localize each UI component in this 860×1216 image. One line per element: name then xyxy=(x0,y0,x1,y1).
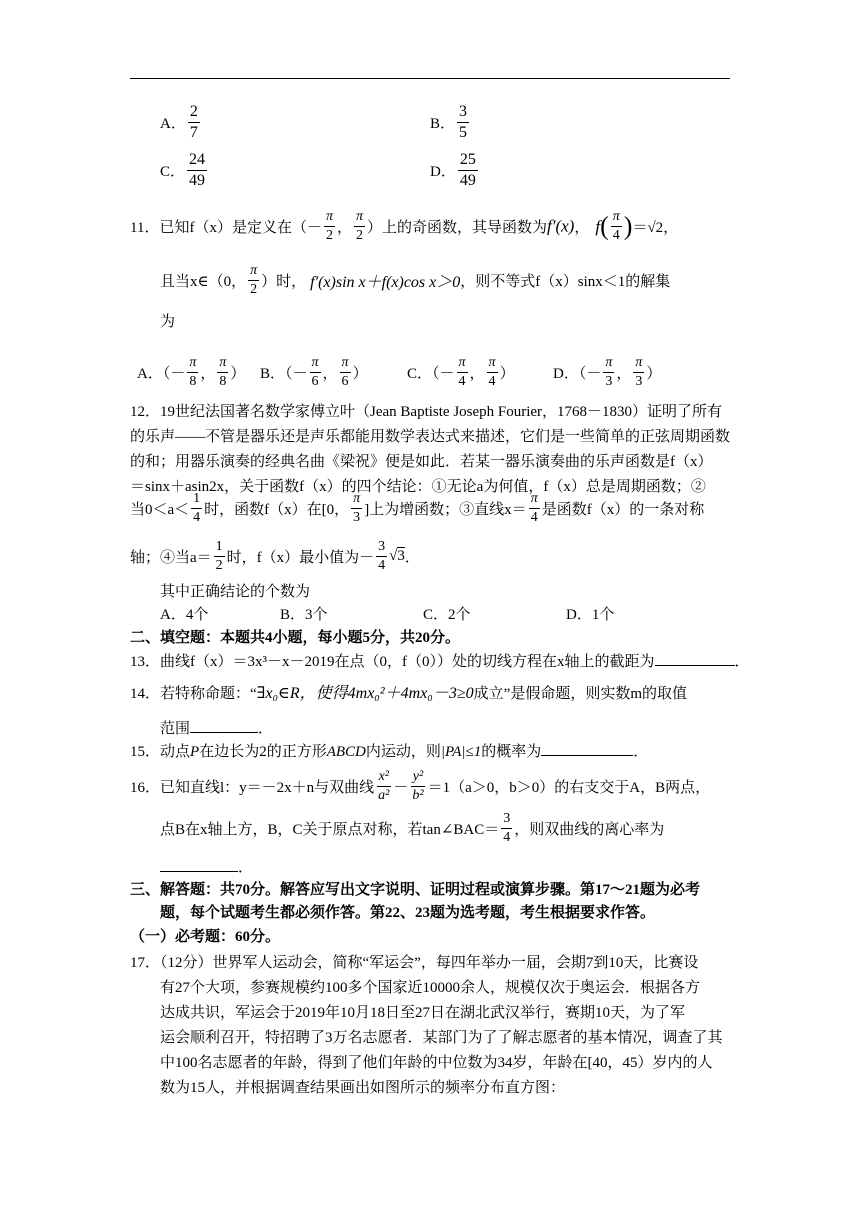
numerator: π xyxy=(603,356,614,373)
q10-option-b xyxy=(430,104,471,141)
paren-open: ( xyxy=(600,211,609,241)
paren-close: ) xyxy=(623,211,633,241)
text: ，则不等式f（x）sinx＜1的解集 xyxy=(460,274,671,290)
q12-line4: ＝sinx＋asin2x，关于函数f（x）的四个结论：①无论a为何值，f（x）总是周期函数；② xyxy=(130,479,706,495)
math-expr: f′(x)sin x＋f(x)cos x＞0 xyxy=(310,274,461,291)
denominator: 2 xyxy=(325,228,333,243)
text: ． xyxy=(238,860,254,876)
denominator: 3 xyxy=(605,374,613,389)
text: ） xyxy=(499,366,515,382)
denominator: 3 xyxy=(635,374,643,389)
math-expr: P xyxy=(190,744,200,760)
text: － xyxy=(393,780,409,796)
q12-line7: 其中正确结论的个数为 xyxy=(160,584,311,600)
text: ） xyxy=(230,366,246,382)
q17-line4: 运会顺利召开，特招聘了3万名志愿者．某部门为了了解志愿者的基本情况，调查了其 xyxy=(160,1030,723,1046)
math-expr: f xyxy=(595,216,601,236)
text: 13．曲线f（x）＝3x³－x－2019在点（0，f（0））处的切线方程在x轴上的截距为 xyxy=(130,654,655,670)
text: ＝1 xyxy=(427,780,451,796)
q12-option-d: D．1个 xyxy=(566,607,615,623)
denominator: 2 xyxy=(215,558,223,573)
denominator: 4 xyxy=(612,228,620,243)
q17-line3: 达成共识，军运会于2019年10月18日至27日在湖北武汉举行，赛期10天，为了军 xyxy=(160,1005,686,1021)
fraction xyxy=(410,770,425,803)
header-rule xyxy=(130,78,730,79)
text: 点B在x轴上方，B，C关于原点对称，若tan∠BAC＝ xyxy=(160,822,500,838)
text: D．（－ xyxy=(553,366,602,382)
answer-blank xyxy=(541,741,633,756)
fraction xyxy=(214,540,225,573)
sqrt-sign: √ xyxy=(389,548,398,564)
fraction xyxy=(529,492,540,525)
numerator: 24 xyxy=(187,152,207,171)
denominator: a² xyxy=(378,788,390,803)
fraction xyxy=(310,356,321,389)
fraction xyxy=(376,770,391,803)
text: B．（－ xyxy=(260,366,308,382)
fraction xyxy=(354,210,365,243)
q12-option-a: A．4个 xyxy=(160,607,209,623)
answer-blank xyxy=(160,857,238,872)
text: ， xyxy=(574,220,590,236)
text: 的概率为 xyxy=(481,744,542,760)
numerator: π xyxy=(529,492,540,509)
numerator: 3 xyxy=(376,540,387,557)
text: ）上的奇函数，其导函数为 xyxy=(367,220,548,236)
denominator: 3 xyxy=(353,510,361,525)
text: ． xyxy=(258,721,274,737)
fraction xyxy=(340,356,351,389)
denominator: 4 xyxy=(193,510,201,525)
denominator: 4 xyxy=(503,830,511,845)
text: 在边长为2的正方形 xyxy=(199,744,327,760)
numerator: 1 xyxy=(214,540,225,557)
q10-option-d xyxy=(430,152,480,189)
text: ]上为增函数；③直线x＝ xyxy=(364,502,527,518)
denominator: 4 xyxy=(530,510,538,525)
numerator: 25 xyxy=(458,152,478,171)
q10-option-a xyxy=(160,104,202,141)
fraction xyxy=(376,540,387,573)
q12-line2: 的乐声——不管是器乐还是声乐都能用数学表达式来描述，它们是一些简单的正弦周期函数 xyxy=(130,429,731,445)
denominator: 8 xyxy=(189,374,197,389)
q12-line3: 的和；用器乐演奏的经典名曲《梁祝》便是如此．若某一器乐演奏曲的乐声函数是f（x） xyxy=(130,454,713,470)
answer-blank xyxy=(655,651,735,666)
q12-option-c: C．2个 xyxy=(423,607,471,623)
numerator: π xyxy=(354,210,365,227)
fraction xyxy=(603,356,614,389)
q11-option-c xyxy=(407,356,515,389)
numerator: π xyxy=(324,210,335,227)
fraction xyxy=(633,356,644,389)
fraction xyxy=(501,812,512,845)
q12-line5 xyxy=(130,492,704,525)
fraction xyxy=(611,210,622,243)
fraction xyxy=(187,356,198,389)
q13 xyxy=(130,650,750,671)
text: 是函数f（x）的一条对称 xyxy=(541,502,705,518)
numerator: 3 xyxy=(457,104,469,123)
q11-line1 xyxy=(130,210,678,243)
section-heading-solutions-cont: 题，每个试题考生都必须作答。第22、23题为选考题，考生根据要求作答。 xyxy=(160,905,656,921)
denominator: 4 xyxy=(378,558,386,573)
text: 范围 xyxy=(160,721,191,737)
text: ＝√2， xyxy=(632,220,679,236)
q11-option-b xyxy=(260,356,368,389)
text: ， xyxy=(336,220,352,236)
numerator: π xyxy=(457,356,468,373)
numerator: π xyxy=(248,264,259,281)
numerator: π xyxy=(487,356,498,373)
fraction xyxy=(351,492,362,525)
text: ． xyxy=(734,654,750,670)
fraction xyxy=(187,152,207,189)
answer-blank xyxy=(190,718,258,733)
denominator: 4 xyxy=(458,374,466,389)
q14-line1 xyxy=(130,680,687,703)
text: ， xyxy=(616,366,632,382)
numerator: 2 xyxy=(188,104,200,123)
numerator: π xyxy=(310,356,321,373)
q10-option-c xyxy=(160,152,209,189)
denominator: 49 xyxy=(459,172,476,189)
q16-line3 xyxy=(160,856,253,877)
math-expr: ABCD xyxy=(326,744,366,760)
denominator: 8 xyxy=(219,374,227,389)
numerator: π xyxy=(611,210,622,227)
denominator: 49 xyxy=(189,172,206,189)
numerator: π xyxy=(351,492,362,509)
text: ） xyxy=(646,366,662,382)
math-expr: f′(x) xyxy=(547,216,575,236)
numerator: π xyxy=(340,356,351,373)
text: 轴；④当a＝ xyxy=(130,550,212,566)
text: 时，函数f（x）在[0， xyxy=(204,502,350,518)
text: ， xyxy=(200,366,216,382)
text: 已知f（x）是定义在（－ xyxy=(159,220,322,236)
math-expr: ∃x₀∈R，使得4mx₀²＋4mx₀－3≥0 xyxy=(256,685,474,702)
q11-option-a xyxy=(137,356,245,389)
q17-line6: 数为15人，并根据调查结果画出如图所示的频率分布直方图： xyxy=(160,1080,566,1096)
option-label: D． xyxy=(430,164,456,180)
text: 且当x∈（0， xyxy=(160,274,247,290)
q15 xyxy=(130,740,648,761)
text: 16．已知直线l：y＝－2x＋n与双曲线 xyxy=(130,780,375,796)
option-label: B． xyxy=(430,116,456,132)
q16-line1 xyxy=(130,770,710,803)
fraction xyxy=(324,210,335,243)
text: 15．动点 xyxy=(130,744,191,760)
section-heading-solutions: 三、解答题：共70分。解答应写出文字说明、证明过程或演算步骤。第17～21题为必考 xyxy=(130,882,701,898)
option-label: C． xyxy=(160,164,186,180)
text: 时，f（x）最小值为－ xyxy=(226,550,375,566)
fraction xyxy=(458,152,478,189)
denominator: 5 xyxy=(459,124,468,141)
fraction xyxy=(487,356,498,389)
text: 当0＜a＜ xyxy=(130,502,190,518)
numerator: π xyxy=(633,356,644,373)
denominator: 2 xyxy=(355,228,363,243)
q12-option-b: B．3个 xyxy=(280,607,328,623)
fraction xyxy=(188,104,200,141)
question-number: 11． xyxy=(130,220,160,236)
numerator: 3 xyxy=(501,812,512,829)
sqrt-radicand: 3 xyxy=(397,548,405,564)
fraction xyxy=(248,264,259,297)
denominator: 6 xyxy=(341,374,349,389)
text: （a＞0，b＞0）的右支交于A，B两点， xyxy=(450,780,711,796)
q17-line5: 中100名志愿者的年龄，得到了他们年龄的中位数为34岁，年龄在[40，45）岁内的人 xyxy=(160,1055,713,1071)
text: ． xyxy=(633,744,649,760)
math-expr: |PA|≤1 xyxy=(440,744,482,760)
q14-line2 xyxy=(160,717,273,738)
q16-line2 xyxy=(160,812,664,845)
numerator: π xyxy=(217,356,228,373)
text: ，则双曲线的离心率为 xyxy=(514,822,665,838)
denominator: 7 xyxy=(189,124,198,141)
text: ）时， xyxy=(261,274,307,290)
q11-option-d xyxy=(553,356,661,389)
text: ， xyxy=(469,366,485,382)
text: ． xyxy=(404,550,420,566)
fraction xyxy=(457,356,468,389)
denominator: 2 xyxy=(250,282,258,297)
numerator: 1 xyxy=(191,492,202,509)
denominator: 6 xyxy=(311,374,319,389)
text: A．（－ xyxy=(137,366,186,382)
denominator: 4 xyxy=(488,374,496,389)
numerator: x² xyxy=(377,770,391,787)
text: ） xyxy=(352,366,368,382)
q17-line1: 17．（12分）世界军人运动会，简称“军运会”，每四年举办一届，会期7到10天，比赛设 xyxy=(130,955,699,971)
text: 14．若特称命题：“ xyxy=(130,686,257,702)
numerator: π xyxy=(187,356,198,373)
text: C．（－ xyxy=(407,366,455,382)
option-label: A． xyxy=(160,116,186,132)
q17-line2: 有27个大项，参赛规模约100多个国家近10000余人，规模仅次于奥运会．根据各方 xyxy=(160,980,701,996)
q12-line1: 12．19世纪法国著名数学家傅立叶（Jean Baptiste Joseph Fourier，1768－1830）证明了所有 xyxy=(130,404,723,420)
numerator: y² xyxy=(411,770,425,787)
fraction xyxy=(191,492,202,525)
fraction xyxy=(217,356,228,389)
subsection-heading: （一）必考题：60分。 xyxy=(130,929,281,945)
q11-line3: 为 xyxy=(160,314,176,330)
q11-line2 xyxy=(160,264,670,297)
denominator: b² xyxy=(412,788,424,803)
fraction xyxy=(457,104,469,141)
section-heading-fill-in: 二、填空题：本题共4小题，每小题5分，共20分。 xyxy=(130,630,461,646)
text: 成立”是假命题，则实数m的取值 xyxy=(473,686,687,702)
q12-line6 xyxy=(130,540,420,573)
text: 内运动，则 xyxy=(365,744,441,760)
text: ， xyxy=(322,366,338,382)
